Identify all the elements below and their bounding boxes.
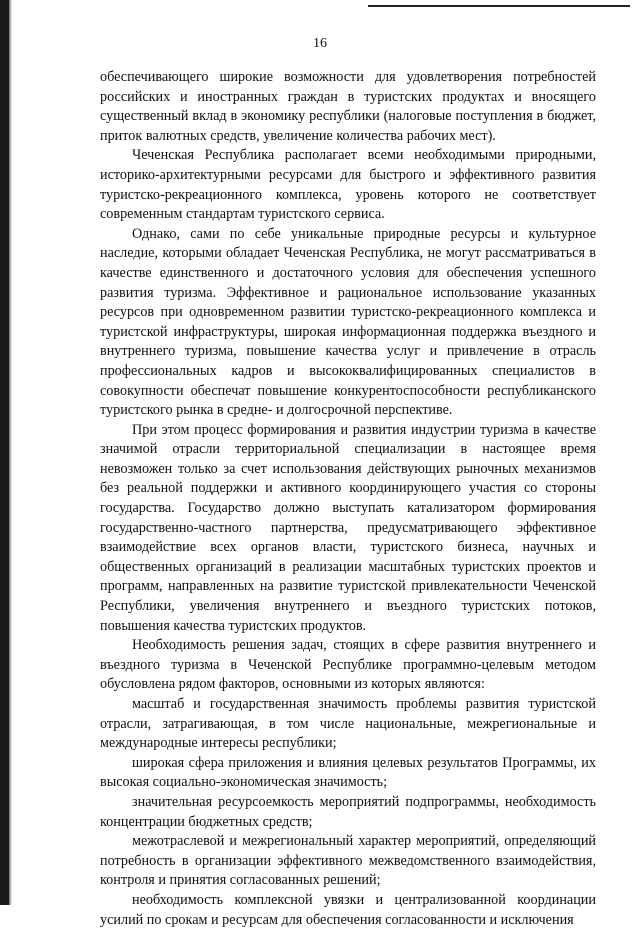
paragraph-5: Необходимость решения задач, стоящих в сфере развития внутреннего и въездного туризма в Чеченской Республике программно-целевым методом обусловлена рядом факторов, основными из которых являются: (100, 637, 596, 693)
document-body (100, 68, 596, 930)
header-rule (368, 5, 630, 7)
list-item-scale: масштаб и государственная значимость проблемы развития туристской отрасли, затрагивающая, в том числе национальные, межрегиональные и международные интересы республики; (100, 696, 596, 752)
paragraph-4: При этом процесс формирования и развития индустрии туризма в качестве значимой отрасли территориальной специализации в настоящее время невозможен только за счет использования действующих рыночных механизмов без реальной поддержки и активного координирующего участия со стороны государства. Государство должно выступать катализатором формирования государственно-частного партнерства, предусматривающего эффективное взаимодействие всех органов власти, туристского бизнеса, научных и общественных организаций в реализации масштабных туристских проектов и программ, направленных на развитие туристской привлекательности Чеченской Республики, увеличения внутреннего и въездного туристских потоков, повышения качества туристских продуктов. (100, 421, 596, 634)
list-item-coordination: необходимость комплексной увязки и централизованной координации усилий по срокам и ресурсам для обеспечения согласованности и исключения (100, 891, 596, 928)
list-item-resources: значительная ресурсоемкость мероприятий подпрограммы, необходимость концентрации бюджетных средств; (100, 793, 596, 830)
paragraph-1: обеспечивающего широкие возможности для удовлетворения потребностей российских и иностранных граждан в туристских продуктах и вносящего существенный вклад в экономику республики (налоговые поступления в бюджет, приток валютных средств, увеличение количества рабочих мест). (100, 69, 596, 144)
list-item-scope: широкая сфера приложения и влияния целевых результатов Программы, их высокая социально-экономическая значимость; (100, 754, 596, 791)
paragraph-3: Однако, сами по себе уникальные природные ресурсы и культурное наследие, которыми обладает Чеченская Республика, не могут рассматриваться в качестве единственного и достаточного условия для обеспечения успешного развития туризма. Эффективное и рациональное использование указанных ресурсов при одновременном развитии туристско-рекреационного комплекса и туристской инфраструктуры, широкая информационная поддержка въездного и внутреннего туризма, повышение качества услуг и привлечение в отрасль профессиональных кадров и высококвалифицированных специалистов в совокупности обеспечат повышение конкурентоспособности республиканского туристского рынка в средне- и долгосрочной перспективе. (100, 225, 596, 419)
scan-edge-shadow (9, 0, 12, 905)
paragraph-2: Чеченская Республика располагает всеми необходимыми природными, историко-архитектурными ресурсами для быстрого и эффективного развития туристско-рекреационного комплекса, уровень которого не соответствует современным стандартам туристского сервиса. (100, 147, 596, 223)
list-item-intersectoral: межотраслевой и межрегиональный характер мероприятий, определяющий потребность в организации эффективного межведомственного взаимодействия, контроля и принятия согласованных решений; (100, 833, 596, 889)
page-number: 16 (313, 36, 327, 51)
scan-dark-edge (0, 0, 9, 905)
